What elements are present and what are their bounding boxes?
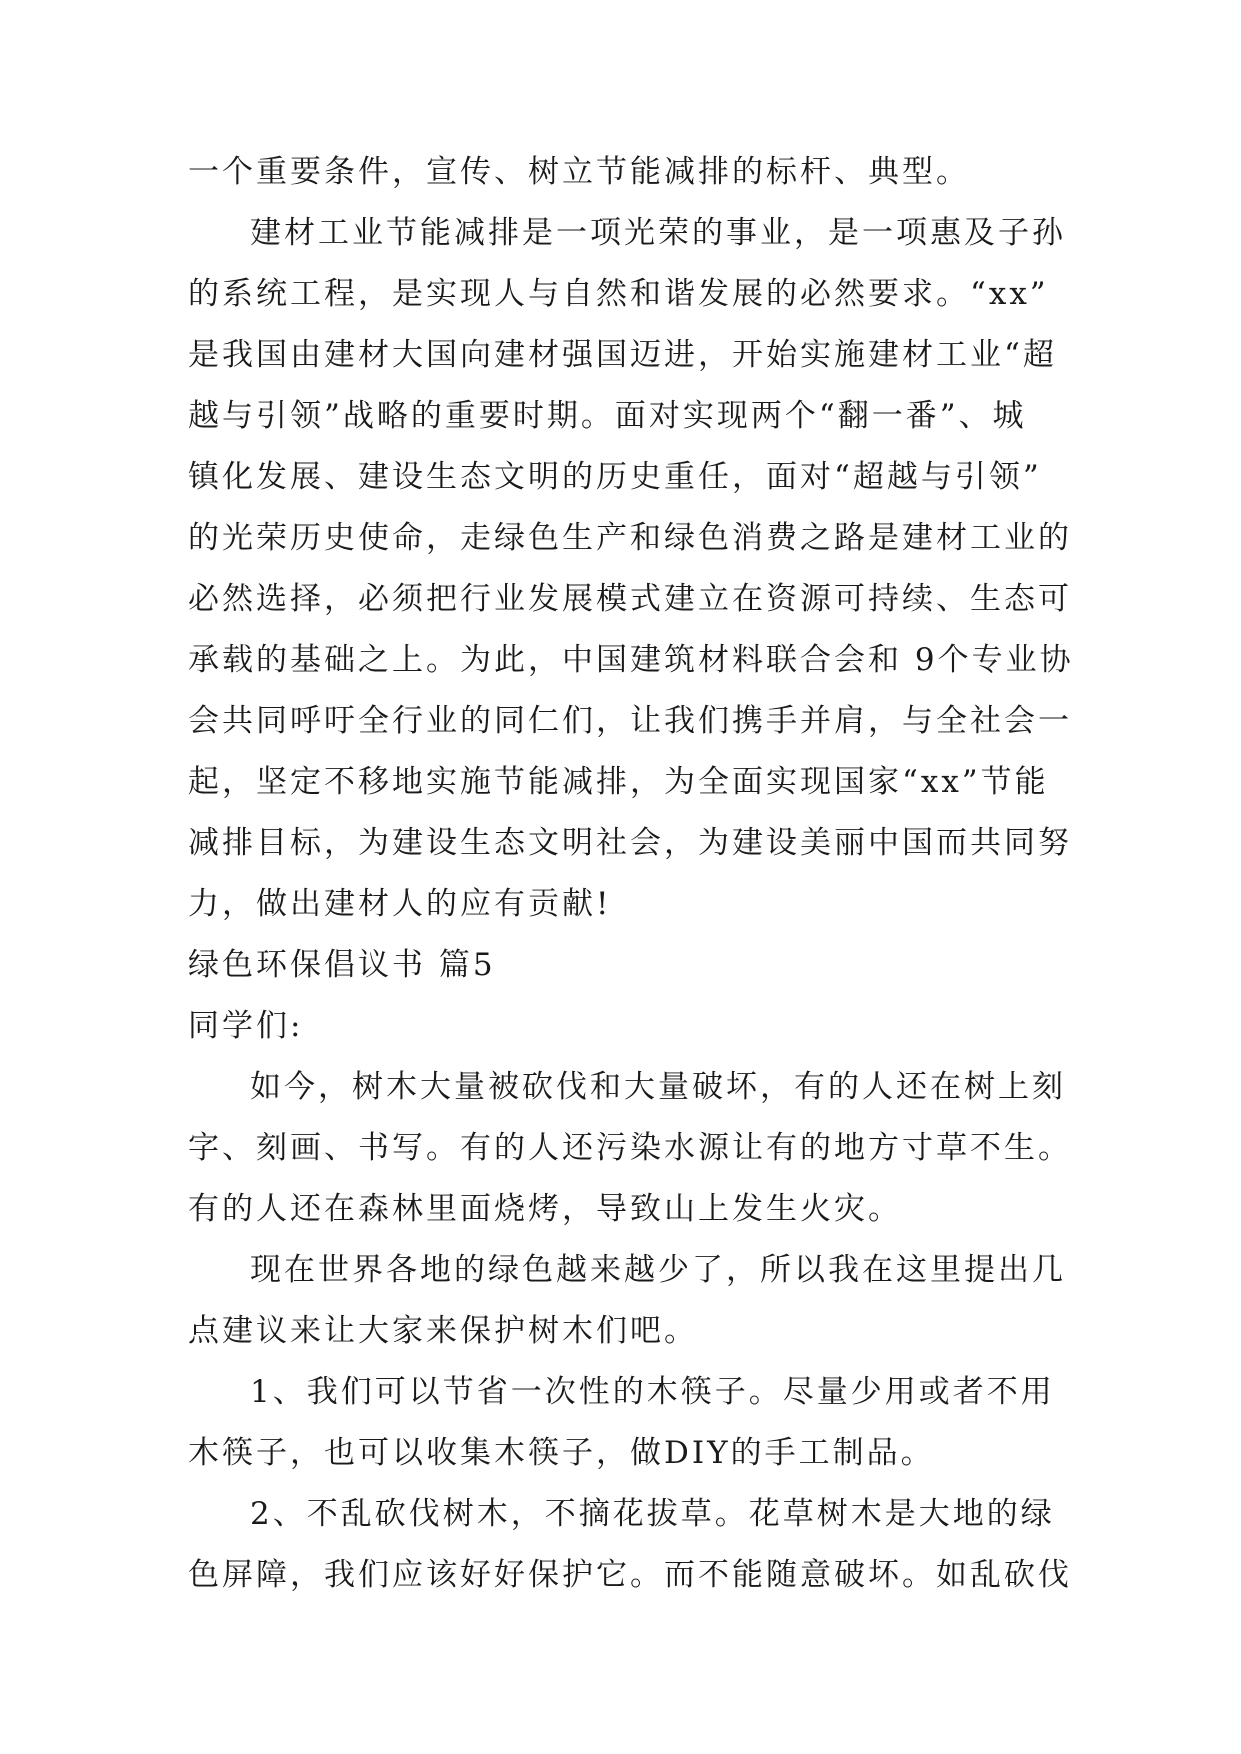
text-line: 2、不乱砍伐树木，不摘花拔草。花草树木是大地的绿 <box>250 1496 1055 1532</box>
text-line: 1、我们可以节省一次性的木筷子。尽量少用或者不用 <box>250 1374 1055 1410</box>
text-line: 会共同呼吁全行业的同仁们，让我们携手并肩，与全社会一 <box>188 703 1072 739</box>
text-line: 点建议来让大家来保护树木们吧。 <box>188 1313 698 1349</box>
text-line: 木筷子，也可以收集木筷子，做DIY的手工制品。 <box>188 1435 935 1471</box>
document-page <box>188 142 1074 1606</box>
text-line: 如今，树木大量被砍伐和大量破坏，有的人还在树上刻 <box>250 1069 1066 1105</box>
text-line: 是我国由建材大国向建材强国迈进，开始实施建材工业“超 <box>188 337 1057 373</box>
section-heading: 绿色环保倡议书 篇5 <box>188 947 496 983</box>
text-line: 字、刻画、书写。有的人还污染水源让有的地方寸草不生。 <box>188 1130 1072 1166</box>
text-line: 必然选择，必须把行业发展模式建立在资源可持续、生态可 <box>188 581 1072 617</box>
text-line: 减排目标，为建设生态文明社会，为建设美丽中国而共同努 <box>188 825 1072 861</box>
text-line: 起，坚定不移地实施节能减排，为全面实现国家“xx”节能 <box>188 764 1049 800</box>
salutation: 同学们: <box>188 1008 304 1044</box>
text-line: 现在世界各地的绿色越来越少了，所以我在这里提出几 <box>250 1252 1066 1288</box>
text-line: 承载的基础之上。为此，中国建筑材料联合会和 9个专业协 <box>188 642 1074 678</box>
text-line: 有的人还在森林里面烧烤，导致山上发生火灾。 <box>188 1191 902 1227</box>
text-line: 建材工业节能减排是一项光荣的事业，是一项惠及子孙 <box>250 215 1066 251</box>
text-line: 的系统工程，是实现人与自然和谐发展的必然要求。“xx” <box>188 276 1049 312</box>
text-line: 镇化发展、建设生态文明的历史重任，面对“超越与引领” <box>188 459 1042 495</box>
text-line: 力，做出建材人的应有贡献! <box>188 886 612 922</box>
text-line: 的光荣历史使命，走绿色生产和绿色消费之路是建材工业的 <box>188 520 1072 556</box>
text-line: 一个重要条件，宣传、树立节能减排的标杆、典型。 <box>188 154 970 190</box>
text-line: 越与引领”战略的重要时期。面对实现两个“翻一番”、城 <box>188 398 1027 434</box>
text-line: 色屏障，我们应该好好保护它。而不能随意破坏。如乱砍伐 <box>188 1557 1072 1593</box>
